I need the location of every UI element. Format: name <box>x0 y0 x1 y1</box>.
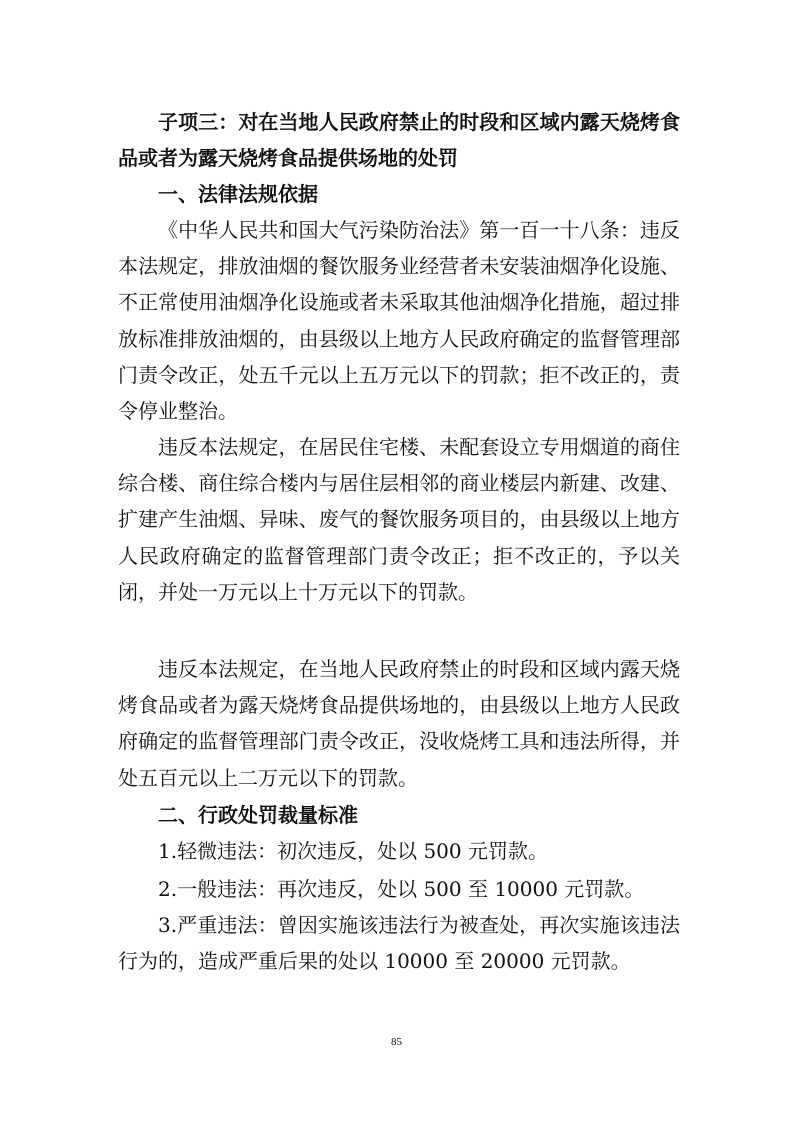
list-item-serious-violation: 3.严重违法：曾因实施该违法行为被查处，再次实施该违法行为的，造成严重后果的处以 10000 至 20000 元罚款。 <box>118 913 680 974</box>
section-heading-penalty-standard: 二、行政处罚裁量标准 <box>158 803 358 827</box>
paragraph-law-article: 《中华人民共和国大气污染防治法》第一百一十八条：违反本法规定，排放油烟的餐饮服务业经营者未安装油烟净化设施、不正常使用油烟净化设施或者未采取其他油烟净化措施，超过排放标准排放油烟的，由县级以上地方人民政府确定的监督管理部门责令改正，处五千元以上五万元以下的罚款；拒不改正的，责令停业整治。 <box>118 218 680 424</box>
page-number: 85 <box>391 1036 402 1048</box>
section-heading-legal-basis: 一、法律法规依据 <box>158 182 318 206</box>
list-item-general-violation: 2.一般违法：再次违反，处以 500 至 10000 元罚款。 <box>158 877 645 901</box>
paragraph-outdoor-bbq-rule: 违反本法规定，在当地人民政府禁止的时段和区域内露天烧烤食品或者为露天烧烤食品提供场地的，由县级以上地方人民政府确定的监督管理部门责令改正，没收烧烤工具和违法所得，并处五百元以上二万元以下的罚款。 <box>118 657 680 790</box>
paragraph-residential-rule: 违反本法规定，在居民住宅楼、未配套设立专用烟道的商住综合楼、商住综合楼内与居住层相邻的商业楼层内新建、改建、扩建产生油烟、异味、废气的餐饮服务项目的，由县级以上地方人民政府确定的监督管理部门责令改正；拒不改正的，予以关闭，并处一万元以上十万元以下的罚款。 <box>118 435 680 604</box>
document-title: 子项三：对在当地人民政府禁止的时段和区域内露天烧烤食品或者为露天烧烤食品提供场地的处罚 <box>118 110 680 170</box>
list-item-minor-violation: 1.轻微违法：初次违反，处以 500 元罚款。 <box>158 839 548 863</box>
